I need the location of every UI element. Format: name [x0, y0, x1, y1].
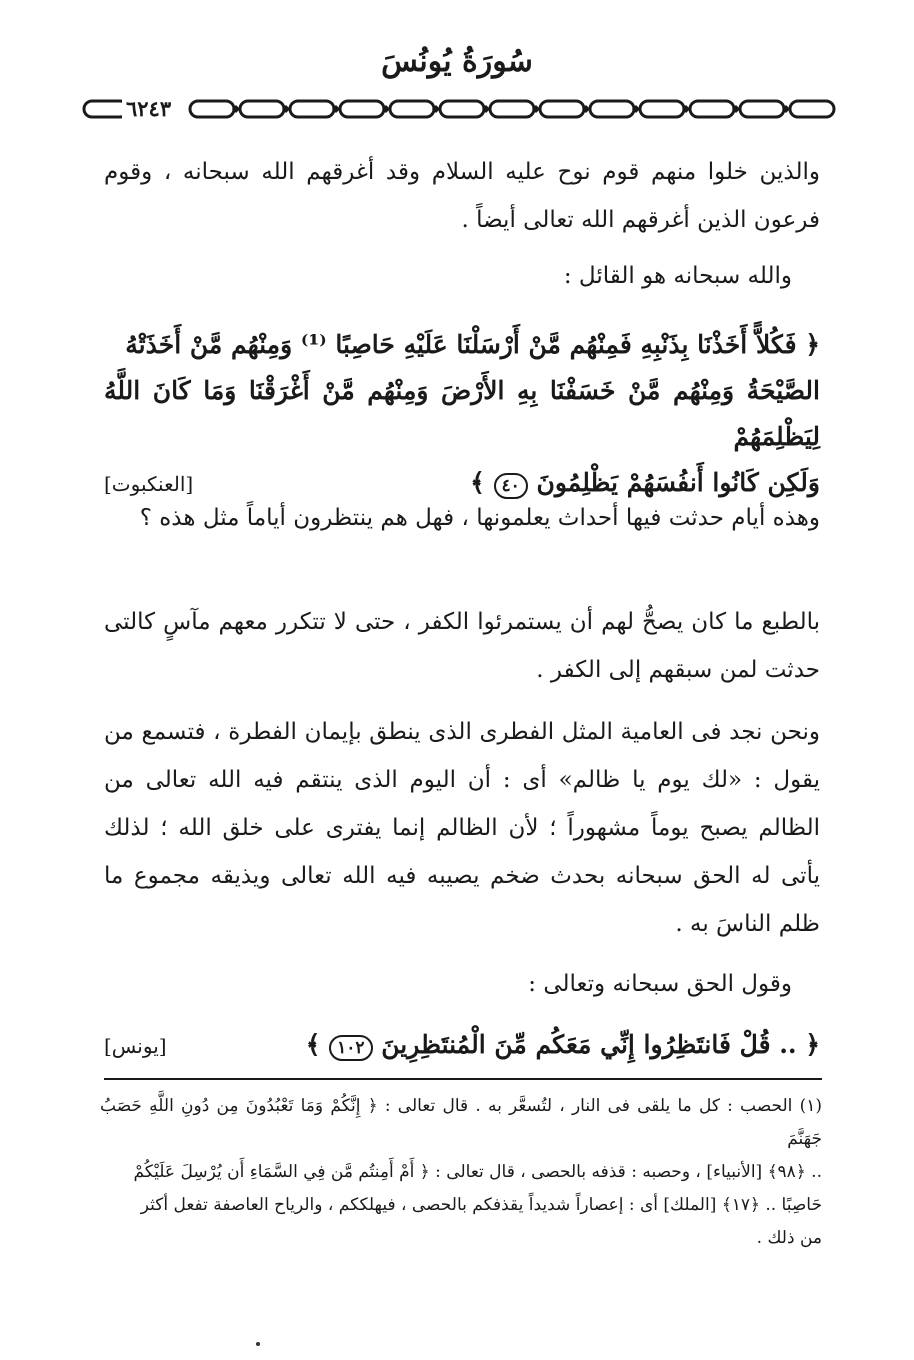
page-number: ٦٢٤٣ [122, 96, 175, 122]
ornamental-border [80, 96, 840, 122]
paragraph-text: والله سبحانه هو القائل : [563, 263, 792, 289]
verse-text: ﴿ فَكُلاًّ أَخَذْنَا بِذَنْبِهِ فَمِنْهُم مَّنْ أَرْسَلْنَا عَلَيْهِ حَاصِبًا ⁽¹⁾ وَمِنْهُم مَّنْ أَخَذَتْهُ [125, 330, 820, 359]
verse-text: الصَّيْحَةُ وَمِنْهُم مَّنْ خَسَفْنَا بِهِ الأَرْضَ وَمِنْهُم مَّنْ أَغْرَقْنَا وَمَا كَانَ اللَّهُ لِيَظْلِمَهُمْ [104, 376, 820, 451]
paragraph-text: بالطبع ما كان يصحُّ لهم أن يستمرئوا الكفر ، حتى لا تتكرر معهم مآسٍ كالتى حدثت لمن سبقهم إلى الكفر . [104, 609, 820, 683]
ayah-number: ٤٠ [494, 473, 528, 499]
verse-line [104, 368, 820, 460]
paragraph [104, 494, 820, 542]
ayah-number: ١٠٢ [329, 1035, 372, 1061]
verse-line [104, 322, 820, 368]
surah-reference: [يونس] [104, 1034, 167, 1058]
verse-text: وَلَكِن كَانُوا أَنفُسَهُمْ يَظْلِمُونَ [536, 468, 820, 497]
paragraph-text: وهذه أيام حدثت فيها أحداث يعلمونها ، فهل هم ينتظرون أياماً مثل هذه ؟ [139, 505, 820, 531]
scan-dot [256, 1342, 260, 1346]
footnote-divider [104, 1078, 822, 1080]
closing-bracket: ﴾ [470, 468, 485, 497]
quran-verse-yunus [104, 1022, 820, 1069]
verse-text: ﴿ .. قُلْ فَانتَظِرُوا إِنِّي مَعَكُم مِّنَ الْمُنتَظِرِينَ [381, 1030, 820, 1059]
paragraph-text: والذين خلوا منهم قوم نوح عليه السلام وقد أغرقهم الله سبحانه ، وقوم فرعون الذين أغرقهم الله تعالى أيضاً . [104, 159, 820, 233]
footnotes [100, 1090, 822, 1255]
verse-line [104, 1022, 820, 1069]
paragraph [104, 708, 820, 948]
ornament-chain-icon [80, 96, 840, 122]
paragraph-text: ونحن نجد فى العامية المثل الفطرى الذى ينطق بإيمان الفطرة ، فتسمع من يقول : «لك يوم يا ظالم» أى : أن اليوم الذى ينتقم فيه الله تعالى من الظالم يصبح يوماً مشهوراً ؛ لأن الظالم إنما يفترى على خلق الله ؛ لذلك يأتى له الحق سبحانه بحدث ضخم يصيبه فيه الله تعالى ويذيقه مجموع ما ظلم الناسَ به . [104, 719, 820, 937]
footnote-line: من ذلك . [756, 1228, 822, 1248]
paragraph [104, 598, 820, 694]
paragraph-text: وقول الحق سبحانه وتعالى : [528, 971, 792, 997]
quran-verse-ankabut [104, 322, 820, 507]
closing-bracket: ﴾ [305, 1030, 321, 1059]
paragraph [104, 960, 820, 1008]
footnote-line: (١) الحصب : كل ما يلقى فى النار ، لتُسعَّر به . قال تعالى : ﴿ إِنَّكُمْ وَمَا تَعْبُدُونَ مِن دُونِ اللَّهِ حَصَبُ جَهَنَّمَ [100, 1096, 822, 1149]
verse-end [306, 1022, 820, 1068]
paragraph [104, 252, 820, 300]
footnote-line: حَاصِبًا .. ﴿١٧﴾ [الملك] أى : إعصاراً شديداً يقذفكم بالحصى ، فيهلككم ، والرياح العاصفة تفعل أكثر [140, 1195, 822, 1215]
surah-title: سُورَةُ يُونُسَ [381, 44, 533, 79]
footnote-line: .. ﴿٩٨﴾ [الأنبياء] ، وحصبه : قذفه بالحصى ، قال تعالى : ﴿ أَمْ أَمِنتُم مَّن فِي السَّمَاءِ أَن يُرْسِلَ عَلَيْكُمْ [133, 1162, 822, 1182]
surah-reference: [العنكبوت] [104, 472, 194, 496]
paragraph [104, 148, 820, 244]
